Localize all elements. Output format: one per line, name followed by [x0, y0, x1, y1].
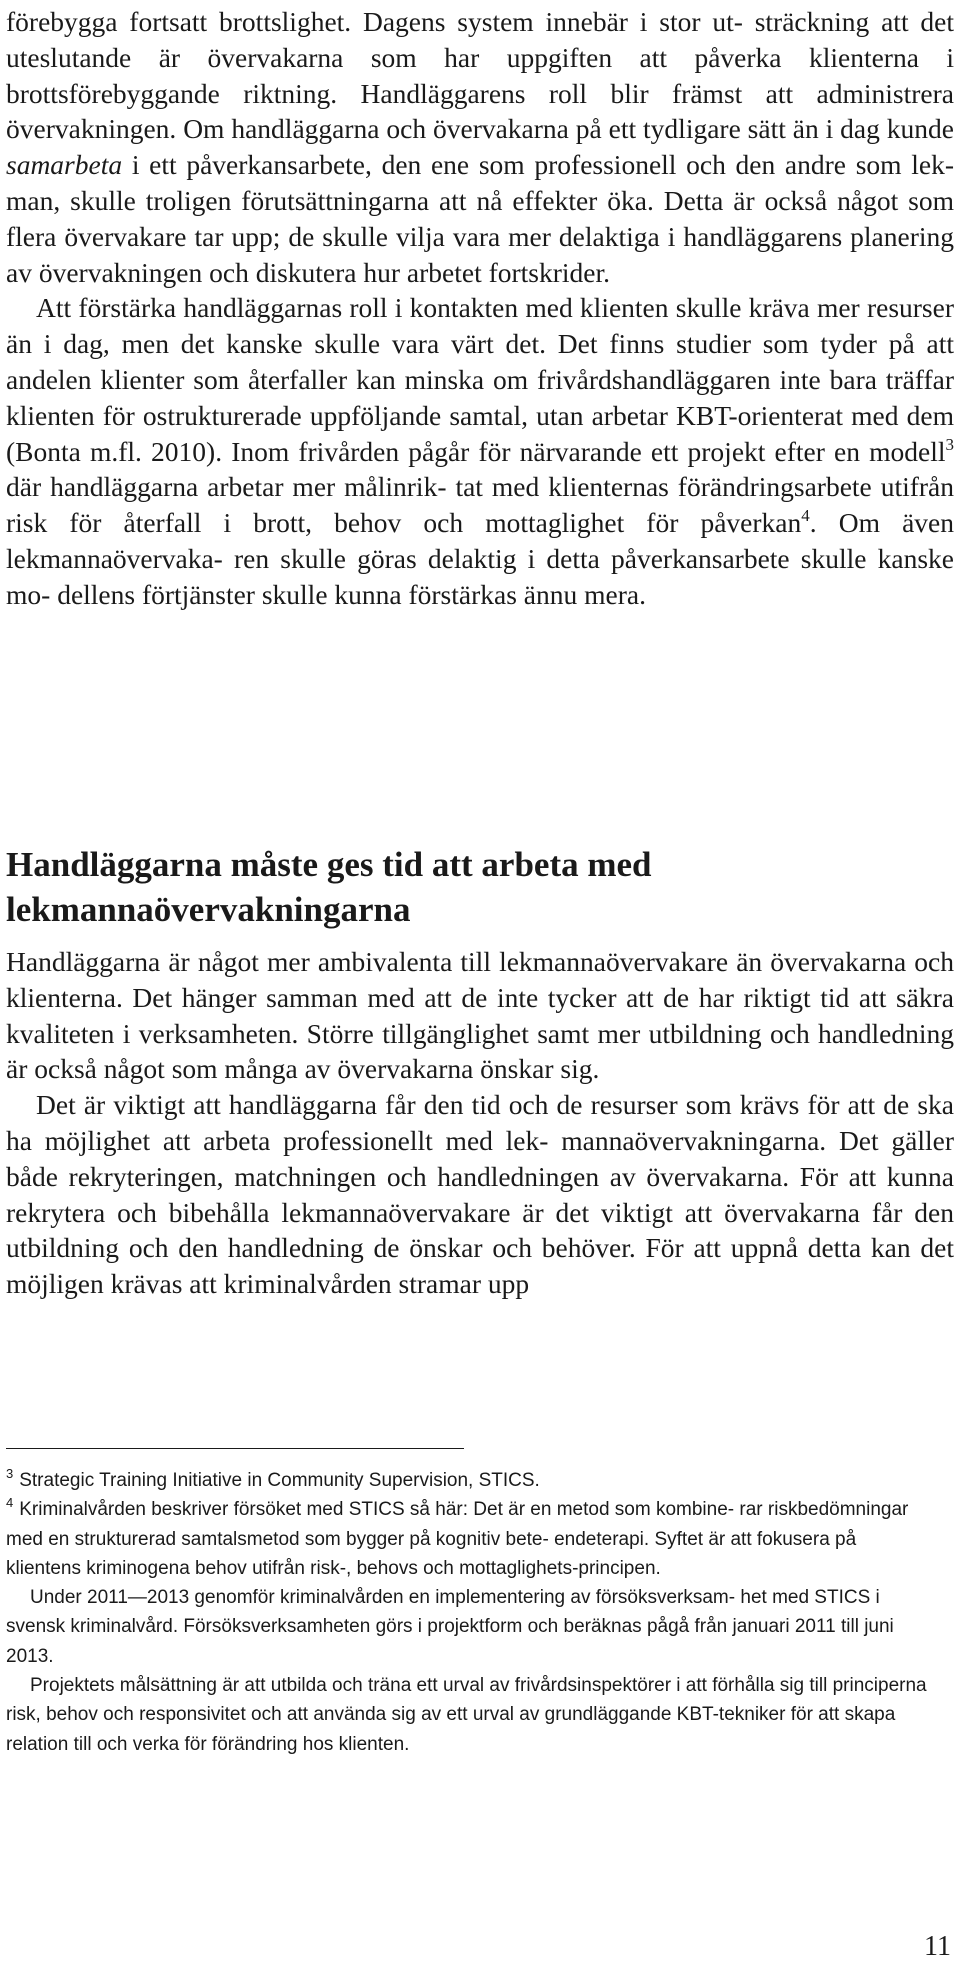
page-number: 11: [924, 1931, 951, 1962]
body-section-1: [6, 4, 954, 613]
paragraph-3: Handläggarna är något mer ambivalenta till lekmannaövervakare än övervakarna och klienterna. Det hänger samman med att de inte tycker att de har riktigt tid att säkra kvaliteten i verksamheten. Större tillgänglighet samt mer utbildning och handledning är också något som många av övervakarna önskar sig.: [6, 946, 954, 1085]
footnote-4-project-goal: Projektets målsättning är att utbilda och träna ett urval av frivårdsinspektörer i att förhålla sig till principerna risk, behov och responsivitet och att använda sig av ett urval av grundläggande KBT-tekniker för att skapa relation till och verka för förändring hos klienten.: [6, 1675, 927, 1755]
paragraph-4: Det är viktigt att handläggarna får den tid och de resurser som krävs för att de ska ha möjlighet att arbeta professionellt med lek- mannaövervakningarna. Det gäller både rekryteringen, matchningen och handledningen av övervakarna. För att kunna rekrytera och bibehålla lekmannaövervakare är det viktigt att övervakarna får den utbildning och den handledning de önskar och behöver. För att uppnå detta kan det möjligen krävas att kriminalvården stramar upp: [6, 1089, 955, 1300]
body-section-2: [6, 944, 954, 1302]
section-heading: Handläggarna måste ges tid att arbeta med lekmannaövervakningarna: [6, 845, 652, 929]
footnote-ref-4[interactable]: 4: [801, 506, 810, 526]
emphasis-samarbeta: samarbeta: [6, 149, 123, 181]
paragraph-2: Att förstärka handläggarnas roll i kontakten med klienten skulle kräva mer resurser än i dag, men det kanske skulle vara värt det. Det finns studier som tyder på att andelen klienter som återfaller kan minska om frivårdshandläggaren inte bara träffar klienten för ostrukturerade uppföljande samtal, utan arbetar KBT-orienterat med dem (Bonta m.fl. 2010). Inom frivården pågår för närvarande ett projekt efter en modell$^3$ där handläggarna arbetar mer målinrik- tat med klienternas förändringsarbete utifrån risk för återfall i brott, behov och mottaglighet för påverkan$^4$. Om även lekmannaövervaka- ren skulle göras delaktig i detta påverkansarbete skulle kanske mo- dellens förtjänster skulle kunna förstärkas ännu mera.: [6, 292, 955, 610]
footnotes: [6, 1466, 936, 1759]
footnote-ref-3[interactable]: 3: [945, 434, 954, 454]
footnote-divider: [6, 1448, 464, 1449]
footnote-4-continued: Under 2011—2013 genomför kriminalvården en implementering av försöksverksam- het med STICS i svensk kriminalvård. Försöksverksamheten görs i projektform och beräknas pågå från januari 2011 till juni 2013.: [6, 1587, 894, 1667]
footnote-4: $^4$ Kriminalvården beskriver försöket med STICS så här: Det är en metod som kombine- rar riskbedömningar med en strukturerad samtalsmetod som bygger på kognitiv bete- endeterapi. Syftet är att fokusera på klientens kriminogena behov utifrån risk-, behovs och mottaglighets-principen.: [6, 1495, 909, 1579]
footnote-3: $^3$ Strategic Training Initiative in Community Supervision, STICS.: [6, 1466, 540, 1491]
paragraph-1: förebygga fortsatt brottslighet. Dagens system innebär i stor ut- sträckning att det uteslutande är övervakarna som har uppgiften att påverka klienterna i brottsförebyggande riktning. Handläggarens roll blir främst att administrera övervakningen. Om handläggarna och övervakarna på ett tydligare sätt än i dag kunde samarbeta i ett påverkansarbete, den ene som professionell och den andre som lek- man, skulle troligen förutsättningarna att nå effekter öka. Detta är också något som flera övervakare tar upp; de skulle vilja vara mer delaktiga i handläggarens planering av övervakningen och diskutera hur arbetet fortskrider.: [6, 6, 955, 288]
